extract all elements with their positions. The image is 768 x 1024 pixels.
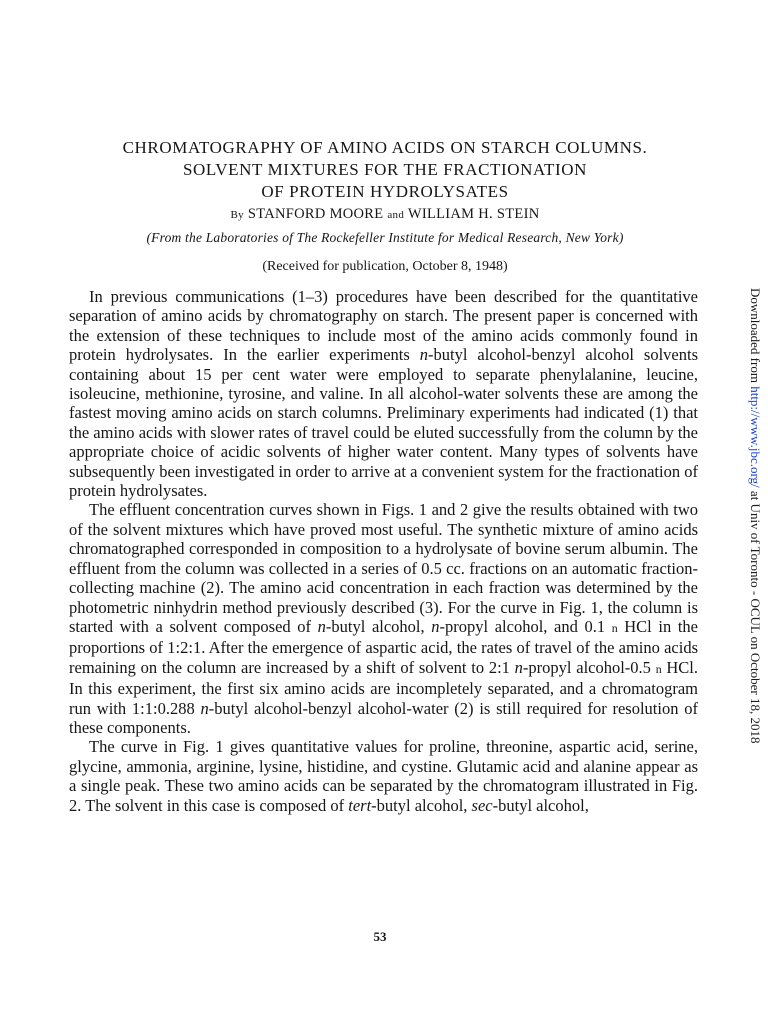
- paragraph: [69, 287, 698, 500]
- text-run: -butyl alcohol,: [325, 616, 432, 636]
- paragraph: [69, 737, 698, 815]
- text-run: HCl. In this experiment, the first six amino acids are incompletely separated, and a chromatogram run with 1:1:0.288: [69, 657, 699, 718]
- text-run: In previous communications (1–3) procedures have been described for the quantitative separation of amino acids by chromatography on starch. The present paper is concerned with the extension of these techniques to include most of the amino acids commonly found in protein hydrolysates. In the earlier experiments: [69, 287, 698, 365]
- title-line-1: CHROMATOGRAPHY OF AMINO ACIDS ON STARCH COLUMNS.: [122, 138, 648, 157]
- text-run: -butyl alcohol,: [492, 795, 589, 815]
- text-run: The curve in Fig. 1 gives quantitative values for proline, threonine, aspartic acid, serine, glycine, ammonia, arginine, lysine, histidine, and cystine. Glutamic acid and alanine appear as a single peak. These two amino acids can be separated by the chromatogram illustrated in Fig. 2. The solvent in this case is composed of: [69, 737, 698, 815]
- byline: [40, 206, 730, 223]
- byline-by: By: [230, 209, 244, 221]
- normality-unit: n: [611, 620, 618, 635]
- title-line-2: SOLVENT MIXTURES FOR THE FRACTIONATION: [182, 160, 588, 179]
- italic-term: sec: [471, 795, 493, 815]
- byline-and: and: [387, 209, 405, 221]
- page-number: 53: [373, 929, 387, 944]
- received-date: (Received for publication, October 8, 1948): [262, 259, 508, 274]
- title-line-3: OF PROTEIN HYDROLYSATES: [261, 182, 509, 201]
- text-run: -propyl alcohol, and 0.1: [439, 616, 612, 636]
- normality-unit: n: [655, 661, 662, 676]
- paragraph: [69, 500, 698, 737]
- affiliation: (From the Laboratories of The Rockefeller Institute for Medical Research, New York): [146, 230, 624, 245]
- italic-term: n: [317, 616, 326, 636]
- italic-term: n: [200, 698, 209, 718]
- italic-term: n: [514, 657, 523, 677]
- text-run: -propyl alcohol-0.5: [522, 657, 656, 677]
- text-run: -butyl alcohol-benzyl alcohol-water (2) is still required for resolution of these components.: [69, 698, 699, 737]
- body-text: [69, 287, 698, 815]
- author-1: STANFORD MOORE: [247, 206, 384, 222]
- text-run: -butyl alcohol,: [371, 795, 472, 815]
- author-2: WILLIAM H. STEIN: [407, 206, 540, 222]
- italic-term: n: [419, 345, 428, 365]
- download-notice-suffix: at Univ of Toronto - OCUL on October 18, 2018: [748, 487, 763, 744]
- text-run: The effluent concentration curves shown in Figs. 1 and 2 give the results obtained with two of the solvent mixtures which have proved most useful. The synthetic mixture of amino acids chromatographed corresponded in composition to a hydrolysate of bovine serum albumin. The effluent from the column was collected in a series of 0.5 cc. fractions on an automatic fraction-collecting machine (2). The amino acid concentration in each fraction was determined by the photometric ninhydrin method previously described (3). For the curve in Fig. 1, the column is started with a solvent composed of: [69, 500, 698, 636]
- jbc-link[interactable]: http://www.jbc.org/: [748, 386, 763, 488]
- text-run: HCl in the proportions of 1:2:1. After the emergence of aspartic acid, the rates of travel of the amino acids remaining on the column are increased by a shift of solvent to 2:1: [69, 616, 698, 677]
- text-run: -butyl alcohol-benzyl alcohol solvents containing about 15 per cent water were employed to separate phenylalanine, leucine, isoleucine, methionine, tyrosine, and valine. In all alcohol-water solvents these are among the fastest moving amino acids on starch columns. Preliminary experiments had indicated (1) that the amino acids with slower rates of travel could be eluted successfully from the column by the appropriate choice of acidic solvents of higher water content. Many types of solvents have subsequently been investigated in order to arrive at a convenient system for the fractionation of protein hydrolysates.: [69, 345, 699, 501]
- italic-term: tert: [348, 795, 372, 815]
- italic-term: n: [431, 616, 440, 636]
- article-title: [40, 137, 730, 203]
- download-notice-prefix: Downloaded from: [748, 288, 763, 387]
- download-notice: [747, 288, 763, 743]
